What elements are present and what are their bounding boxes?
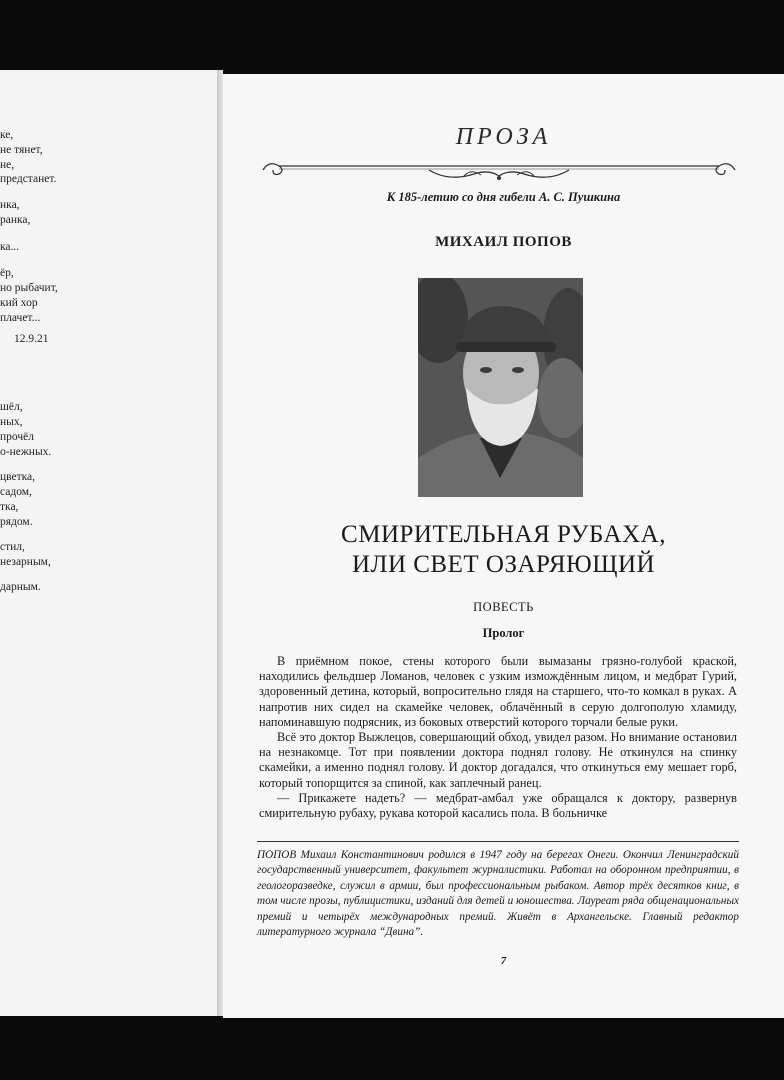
section-title: ПРОЗА (455, 124, 552, 150)
author-name: МИХАИЛ ПОПОВ (435, 234, 572, 250)
left-page (0, 70, 217, 1016)
left-page-line: не тянет, (0, 144, 43, 156)
paragraph: — Прикажете надеть? — медбрат-амбал уже обращался к доктору, развернув смирительную рубаху, рукава которой касались пола. В больничке (259, 790, 737, 821)
left-page-line: садом, (0, 486, 32, 498)
chapter-heading: Пролог (482, 626, 525, 640)
story-body (259, 654, 737, 821)
left-page-line: но рыбачит, (0, 282, 58, 294)
left-page-line: не, (0, 159, 15, 171)
paragraph: Всё это доктор Выжлецов, совершающий обход, увидел разом. Но внимание остановил на незнакомце. Тот при появлении доктора поднял голову. Не откинулся на спинку скамейки, а именно поднял голову. И доктор догадался, что откинуться ему мешает горб, который топорщится за спиной, как заплечный ранец. (259, 730, 737, 790)
author-photo (418, 278, 583, 497)
story-title-line-1: СМИРИТЕЛЬНАЯ РУБАХА, (341, 521, 666, 548)
left-page-line: ных, (0, 416, 23, 428)
story-title (223, 520, 784, 580)
left-page-line: рядом. (0, 516, 33, 528)
author-portrait-icon (418, 278, 583, 497)
genre-label: ПОВЕСТЬ (473, 600, 534, 614)
left-page-line: 12.9.21 (14, 333, 49, 345)
left-page-line: стил, (0, 541, 25, 553)
left-page-line: ёр, (0, 267, 14, 279)
right-page (223, 74, 784, 1018)
left-page-line: цветка, (0, 471, 36, 483)
left-page-line: о-нежных. (0, 446, 52, 458)
left-page-line: дарным. (0, 581, 41, 593)
footnote-divider (257, 841, 739, 842)
left-page-line: шёл, (0, 401, 23, 413)
left-page-line: тка, (0, 501, 19, 513)
page-number: 7 (500, 955, 507, 967)
author-bio: ПОПОВ Михаил Константинович родился в 1947 году на берегах Онеги. Окончил Ленинградский государственный университет, факультет журналистики. Работал на оборонном предприятии, в геологоразведке, служил в армии, был профессиональным рыбаком. Автор трёх десятков книг, в том числе прозы, публицистики, изданий для детей и юношества. Лауреат ряда общенациональных премий и четырёх международных премий. Живёт в Архангельске. Главный редактор литературного журнала “Двина”. (257, 849, 739, 939)
left-page-line: незарным, (0, 556, 51, 568)
story-title-line-2: ИЛИ СВЕТ ОЗАРЯЮЩИЙ (351, 551, 656, 578)
left-page-line: прочёл (0, 431, 34, 443)
left-page-line: кий хор (0, 297, 38, 309)
left-page-line: нка, (0, 199, 20, 211)
left-page-line: ранка, (0, 214, 31, 226)
left-page-line: предстанет. (0, 173, 57, 185)
paragraph: В приёмном покое, стены которого были вымазаны грязно-голубой краской, находились фельдшер Ломанов, человек с узким измождённым лицом, и медбрат Гурий, здоровенный детина, который, вопросительно глядя на старшего, что-то комкал в руках. А напротив них сидел на скамейке человек, облачённый в серую долгополую хламиду, напоминавшую подрясник, из боковых отверстий которого торчали белые руки. (259, 654, 737, 729)
left-page-line: ка... (0, 241, 20, 253)
left-page-line: плачет... (0, 312, 41, 324)
dedication: К 185-летию со дня гибели А. С. Пушкина (386, 190, 621, 204)
ornament-divider-icon (259, 156, 739, 186)
left-page-line: ке, (0, 129, 14, 141)
